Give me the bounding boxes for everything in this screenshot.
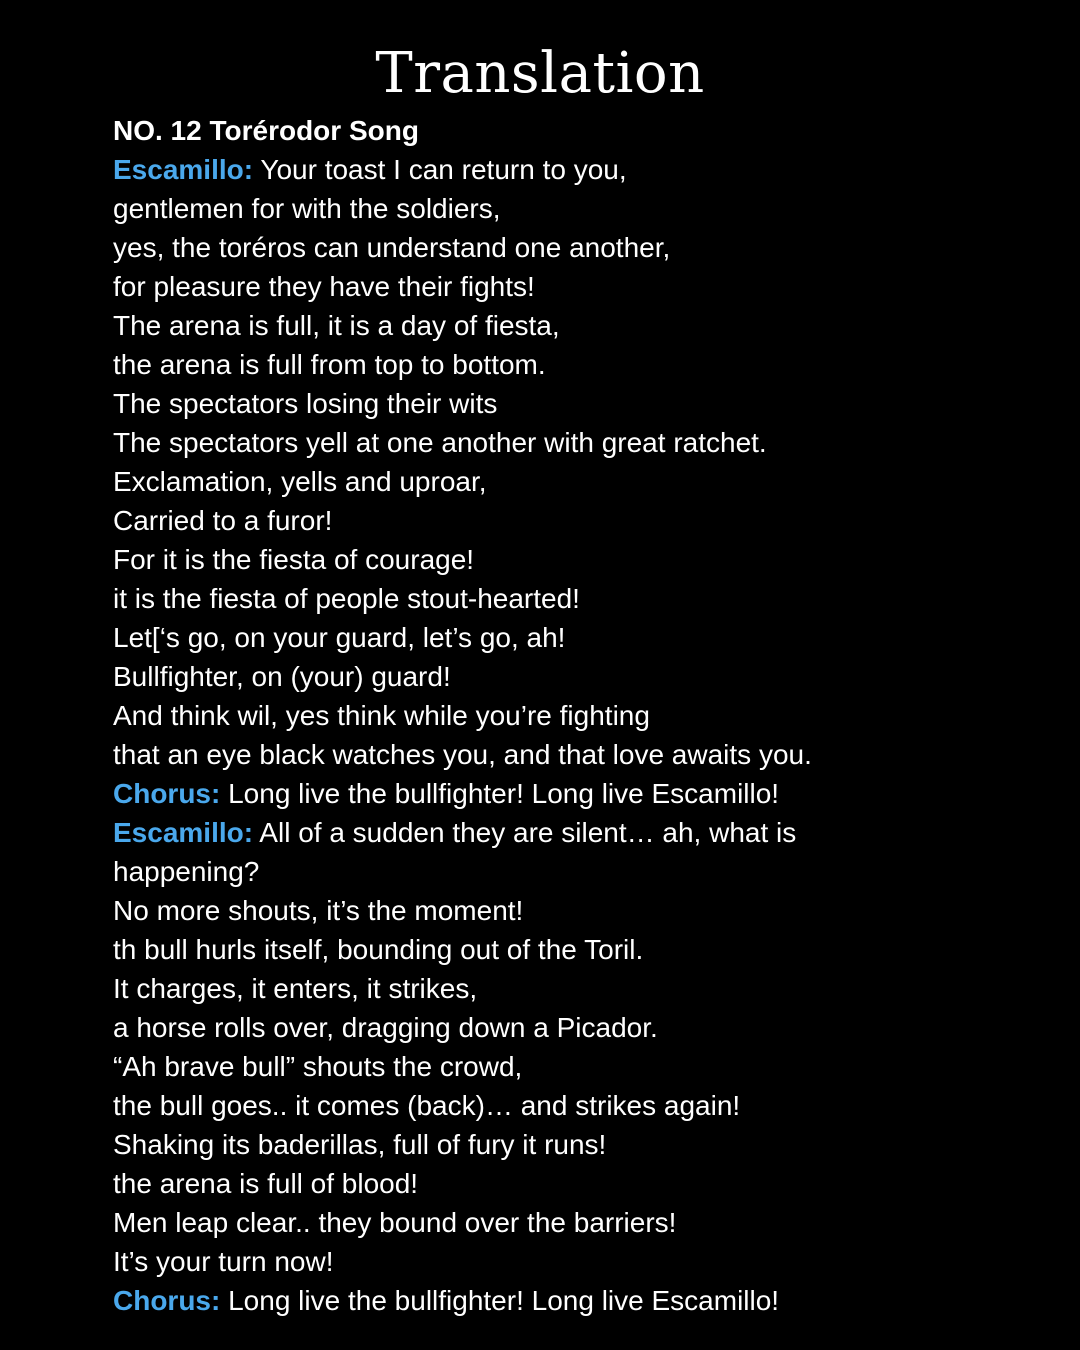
lyric-line	[113, 1008, 1013, 1047]
lyric-line	[113, 813, 1013, 852]
lyric-text: gentlemen for with the soldiers,	[113, 193, 501, 224]
lyric-line	[113, 1281, 1013, 1320]
lyric-line	[113, 345, 1013, 384]
lyric-line	[113, 657, 1013, 696]
lyric-text: Exclamation, yells and uproar,	[113, 466, 487, 497]
lyric-text: The spectators yell at one another with great ratchet.	[113, 427, 767, 458]
speaker-label: Escamillo:	[113, 154, 254, 185]
lyric-text: the arena is full of blood!	[113, 1168, 419, 1199]
lyric-text: that an eye black watches you, and that love awaits you.	[113, 739, 812, 770]
lyric-text: the bull goes.. it comes (back)… and strikes again!	[113, 1090, 741, 1121]
lyric-text: Let[‘s go, on your guard, let’s go, ah!	[113, 622, 566, 653]
lyric-text: It charges, it enters, it strikes,	[113, 973, 478, 1004]
lyric-text: for pleasure they have their fights!	[113, 271, 535, 302]
lyric-text: Shaking its baderillas, full of fury it runs!	[113, 1129, 607, 1160]
lyric-text: Long live the bullfighter! Long live Escamillo!	[220, 1285, 780, 1316]
page-title: Translation	[375, 41, 705, 106]
lyric-text: happening?	[113, 856, 260, 887]
lyric-line	[113, 891, 1013, 930]
lyric-text: th bull hurls itself, bounding out of the Toril.	[113, 934, 644, 965]
lyric-line	[113, 1242, 1013, 1281]
lyric-text: yes, the toréros can understand one another,	[113, 232, 671, 263]
lyric-text: “Ah brave bull” shouts the crowd,	[113, 1051, 523, 1082]
lyric-line	[113, 852, 1013, 891]
lyric-line	[113, 267, 1013, 306]
lyric-text: Men leap clear.. they bound over the barriers!	[113, 1207, 677, 1238]
lyric-line	[113, 618, 1013, 657]
lyric-line	[113, 423, 1013, 462]
lyric-line	[113, 189, 1013, 228]
lyric-line	[113, 1125, 1013, 1164]
lyric-text: For it is the fiesta of courage!	[113, 544, 475, 575]
lyric-line	[113, 735, 1013, 774]
lyric-line	[113, 1047, 1013, 1086]
lyric-line	[113, 1164, 1013, 1203]
lyric-line	[113, 1086, 1013, 1125]
lyric-line	[113, 306, 1013, 345]
lyric-line	[113, 774, 1013, 813]
lyric-text: It’s your turn now!	[113, 1246, 334, 1277]
lyric-text: All of a sudden they are silent… ah, what is	[253, 817, 797, 848]
lyric-text: Your toast I can return to you,	[253, 154, 627, 185]
lyric-text: The spectators losing their wits	[113, 388, 498, 419]
lyric-text: No more shouts, it’s the moment!	[113, 895, 524, 926]
speaker-label: Escamillo:	[113, 817, 254, 848]
lyric-line	[113, 228, 1013, 267]
lyric-line	[113, 540, 1013, 579]
lyric-text: Carried to a furor!	[113, 505, 333, 536]
lyric-line	[113, 1203, 1013, 1242]
lyrics-list	[113, 150, 1013, 1320]
speaker-label: Chorus:	[113, 1285, 221, 1316]
lyric-text: The arena is full, it is a day of fiesta,	[113, 310, 560, 341]
lyric-line	[113, 462, 1013, 501]
lyric-line	[113, 930, 1013, 969]
lyric-text: it is the fiesta of people stout-hearted!	[113, 583, 580, 614]
lyric-text: a horse rolls over, dragging down a Picador.	[113, 1012, 658, 1043]
song-heading: NO. 12 Torérodor Song	[113, 115, 419, 146]
lyric-text: Bullfighter, on (your) guard!	[113, 661, 451, 692]
lyric-text: And think wil, yes think while you’re fighting	[113, 700, 650, 731]
lyric-text: the arena is full from top to bottom.	[113, 349, 546, 380]
lyric-line	[113, 696, 1013, 735]
speaker-label: Chorus:	[113, 778, 221, 809]
lyric-line	[113, 501, 1013, 540]
lyric-line	[113, 969, 1013, 1008]
lyric-line	[113, 384, 1013, 423]
lyric-text: Long live the bullfighter! Long live Escamillo!	[220, 778, 780, 809]
lyric-line	[113, 150, 1013, 189]
lyric-line	[113, 579, 1013, 618]
